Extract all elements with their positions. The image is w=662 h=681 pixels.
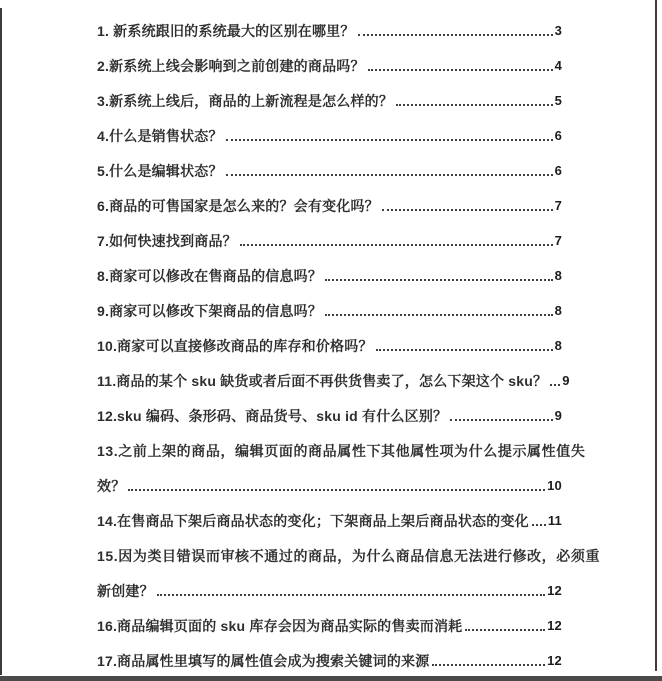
dot-leader xyxy=(450,419,552,421)
toc-entry-8[interactable] xyxy=(97,258,562,293)
toc-entry-text: 13.之前上架的商品，编辑页面的商品属性下其他属性项为什么提示属性值失 xyxy=(97,442,586,459)
toc-entry-text: 4.什么是销售状态？ xyxy=(97,127,223,144)
table-of-contents xyxy=(97,13,601,678)
toc-entry-7[interactable] xyxy=(97,223,562,258)
dot-leader xyxy=(128,489,545,491)
dot-leader xyxy=(532,524,546,526)
dot-leader xyxy=(396,104,552,106)
dot-leader xyxy=(376,349,553,351)
dot-leader xyxy=(240,244,553,246)
dot-leader xyxy=(550,384,560,386)
toc-entry-15-line-1[interactable] xyxy=(97,538,601,573)
toc-entry-1[interactable] xyxy=(97,13,562,48)
toc-entry-9[interactable] xyxy=(97,293,562,328)
toc-entry-13-line-1[interactable] xyxy=(97,433,586,468)
dot-leader xyxy=(382,209,553,211)
page-number: 10 xyxy=(547,478,562,493)
toc-entry-text: 11.商品的某个 sku 缺货或者后面不再供货售卖了，怎么下架这个 sku？ xyxy=(97,372,548,389)
page-number: 8 xyxy=(554,338,562,353)
dot-leader xyxy=(368,69,553,71)
toc-entry-4[interactable] xyxy=(97,118,562,153)
toc-entry-2[interactable] xyxy=(97,48,562,83)
toc-entry-10[interactable] xyxy=(97,328,562,363)
page-number: 8 xyxy=(554,268,562,283)
page-number: 12 xyxy=(547,618,562,633)
toc-entry-16[interactable] xyxy=(97,608,562,643)
dot-leader xyxy=(325,279,552,281)
page-number: 3 xyxy=(554,23,562,38)
toc-entry-14[interactable] xyxy=(97,503,562,538)
page-number: 4 xyxy=(554,58,562,73)
toc-entry-text: 10.商家可以直接修改商品的库存和价格吗？ xyxy=(97,337,373,354)
toc-entry-5[interactable] xyxy=(97,153,562,188)
page-number: 8 xyxy=(554,303,562,318)
toc-entry-text: 14.在售商品下架后商品状态的变化；下架商品上架后商品状态的变化 xyxy=(97,512,529,529)
toc-entry-text: 12.sku 编码、条形码、商品货号、sku id 有什么区别？ xyxy=(97,407,448,424)
dot-leader xyxy=(325,314,552,316)
toc-entry-text: 16.商品编辑页面的 sku 库存会因为商品实际的售卖而消耗 xyxy=(97,617,463,634)
dot-leader xyxy=(465,629,545,631)
toc-entry-text: 9.商家可以修改下架商品的信息吗？ xyxy=(97,302,323,319)
toc-entry-text: 1. 新系统跟旧的系统最大的区别在哪里？ xyxy=(97,22,355,39)
page-number: 12 xyxy=(547,583,562,598)
toc-entry-text: 效？ xyxy=(97,477,126,494)
dot-leader xyxy=(226,139,553,141)
toc-entry-text: 2.新系统上线会影响到之前创建的商品吗？ xyxy=(97,57,365,74)
toc-entry-6[interactable] xyxy=(97,188,562,223)
page-number: 7 xyxy=(554,233,562,248)
toc-entry-text: 6.商品的可售国家是怎么来的？会有变化吗？ xyxy=(97,197,379,214)
page-number: 9 xyxy=(562,373,570,388)
page-number: 12 xyxy=(547,653,562,668)
page-right-edge xyxy=(655,0,657,671)
toc-entry-text: 17.商品属性里填写的属性值会成为搜索关键词的来源 xyxy=(97,652,430,669)
toc-entry-text: 新创建？ xyxy=(97,582,154,599)
dot-leader xyxy=(358,34,553,36)
toc-entry-text: 8.商家可以修改在售商品的信息吗？ xyxy=(97,267,323,284)
toc-entry-11[interactable] xyxy=(97,363,570,398)
toc-entry-text: 15.因为类目错误而审核不通过的商品，为什么商品信息无法进行修改，必须重 xyxy=(97,547,601,564)
toc-entry-text: 7.如何快速找到商品？ xyxy=(97,232,237,249)
dot-leader xyxy=(226,174,553,176)
page-number: 5 xyxy=(554,93,562,108)
page-number: 7 xyxy=(554,198,562,213)
page-left-edge xyxy=(0,8,2,675)
dot-leader xyxy=(157,594,545,596)
toc-entry-15-line-2[interactable] xyxy=(97,573,562,608)
toc-entry-text: 5.什么是编辑状态？ xyxy=(97,162,223,179)
toc-entry-17[interactable] xyxy=(97,643,562,678)
toc-entry-3[interactable] xyxy=(97,83,562,118)
dot-leader xyxy=(432,664,545,666)
page-number: 9 xyxy=(554,408,562,423)
toc-entry-text: 3.新系统上线后，商品的上新流程是怎么样的？ xyxy=(97,92,394,109)
page-number: 11 xyxy=(547,513,562,528)
page-number: 6 xyxy=(554,163,562,178)
toc-entry-12[interactable] xyxy=(97,398,562,433)
toc-entry-13-line-2[interactable] xyxy=(97,468,562,503)
page-number: 6 xyxy=(554,128,562,143)
